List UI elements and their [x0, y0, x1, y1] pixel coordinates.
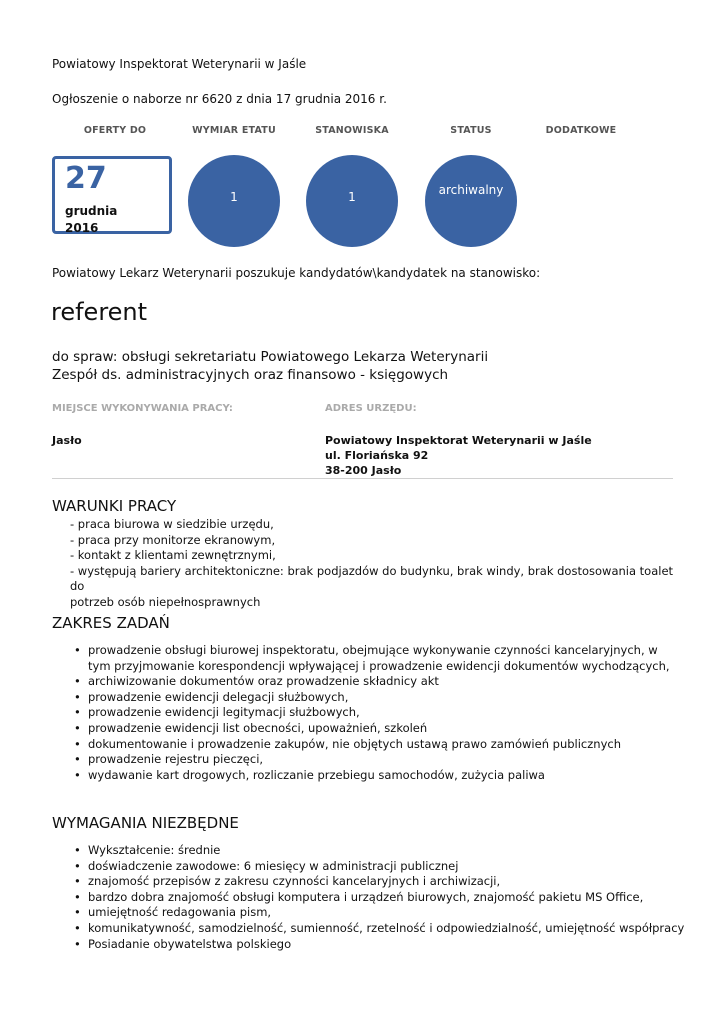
fte-circle [188, 155, 280, 247]
list-item: • umiejętność redagowania pism, [74, 905, 272, 920]
list-item: • prowadzenie rejestru pieczęci, [74, 752, 264, 767]
divider [52, 478, 673, 479]
duties-title: ZAKRES ZADAŃ [52, 614, 170, 632]
position-desc-line-2: Zespół ds. administracyjnych oraz finansowo - księgowych [52, 367, 449, 383]
announcement-title: Ogłoszenie o naborze nr 6620 z dnia 17 grudnia 2016 r. [52, 92, 387, 106]
address-line: 38-200 Jasło [325, 464, 402, 477]
place-label: MIEJSCE WYKONYWANIA PRACY: [52, 403, 233, 414]
list-item: • znajomość przepisów z zakresu czynności kancelaryjnych i archiwizacji, [74, 874, 501, 889]
deadline-date-box [52, 156, 172, 234]
work-conditions-list [70, 517, 690, 611]
address-line: ul. Floriańska 92 [325, 449, 429, 462]
status-circle [425, 155, 517, 247]
list-item: • prowadzenie ewidencji legitymacji służbowych, [74, 705, 360, 720]
position-title: referent [51, 298, 148, 326]
list-item: • wydawanie kart drogowych, rozliczanie przebiegu samochodów, zużycia paliwa [74, 767, 545, 782]
positions-value: 1 [348, 190, 356, 204]
header-fte: WYMIAR ETATU [192, 125, 276, 136]
deadline-month-year [65, 203, 117, 237]
list-item: • doświadczenie zawodowe: 6 miesięcy w administracji publicznej [74, 858, 459, 873]
list-item: potrzeb osób niepełnosprawnych [70, 594, 261, 609]
status-value: archiwalny [438, 183, 504, 197]
list-item: • prowadzenie ewidencji delegacji służbowych, [74, 689, 349, 704]
list-item: • bardzo dobra znajomość obsługi komputera i urządzeń biurowych, znajomość pakietu MS Office, [74, 889, 644, 904]
office-name: Powiatowy Inspektorat Weterynarii w Jaśle [52, 57, 307, 71]
deadline-day: 27 [65, 161, 107, 196]
requirements-list [74, 843, 694, 952]
intro-text: Powiatowy Lekarz Weterynarii poszukuje kandydatów\kandydatek na stanowisko: [52, 266, 541, 280]
positions-circle [306, 155, 398, 247]
list-item: • prowadzenie ewidencji list obecności, upoważnień, szkoleń [74, 720, 428, 735]
address-line: Powiatowy Inspektorat Weterynarii w Jaśle [325, 434, 592, 447]
list-item: • Wykształcenie: średnie [74, 843, 221, 857]
list-item: - występują bariery architektoniczne: brak podjazdów do budynku, brak windy, brak dostosowania toalet do [70, 563, 674, 594]
list-item: - kontakt z klientami zewnętrznymi, [70, 548, 276, 563]
duties-list [74, 643, 674, 783]
list-item: - praca biurowa w siedzibie urzędu, [70, 517, 274, 531]
position-desc-line-1: do spraw: obsługi sekretariatu Powiatowego Lekarza Weterynarii [52, 349, 489, 365]
header-positions: STANOWISKA [315, 125, 389, 136]
position-description [52, 348, 488, 384]
list-item: - praca przy monitorze ekranowym, [70, 532, 276, 547]
deadline-year: 2016 [65, 221, 99, 235]
list-item: • prowadzenie obsługi biurowej inspektoratu, obejmujące wykonywanie czynności kancelaryjnych, w tym przyjmowanie korespondencji wpływającej i prowadzenie ewidencji dokumentów wychodzących, [74, 643, 670, 673]
fte-value: 1 [230, 190, 238, 204]
address-block [325, 433, 592, 478]
header-extra: DODATKOWE [545, 125, 617, 136]
deadline-month: grudnia [65, 204, 118, 218]
place-value: Jasło [52, 434, 82, 447]
list-item: • Posiadanie obywatelstwa polskiego [74, 936, 292, 951]
address-label: ADRES URZĘDU: [325, 403, 417, 414]
work-conditions-title: WARUNKI PRACY [52, 497, 177, 515]
list-item: • komunikatywność, samodzielność, sumienność, rzetelność i odpowiedzialność, umiejętność współpracy [74, 920, 685, 935]
requirements-title: WYMAGANIA NIEZBĘDNE [52, 814, 239, 832]
list-item: • dokumentowanie i prowadzenie zakupów, nie objętych ustawą prawo zamówień publicznych [74, 736, 621, 751]
header-status: STATUS [450, 125, 492, 136]
header-offers-until: OFERTY DO [83, 125, 147, 136]
list-item: • archiwizowanie dokumentów oraz prowadzenie składnicy akt [74, 674, 439, 689]
